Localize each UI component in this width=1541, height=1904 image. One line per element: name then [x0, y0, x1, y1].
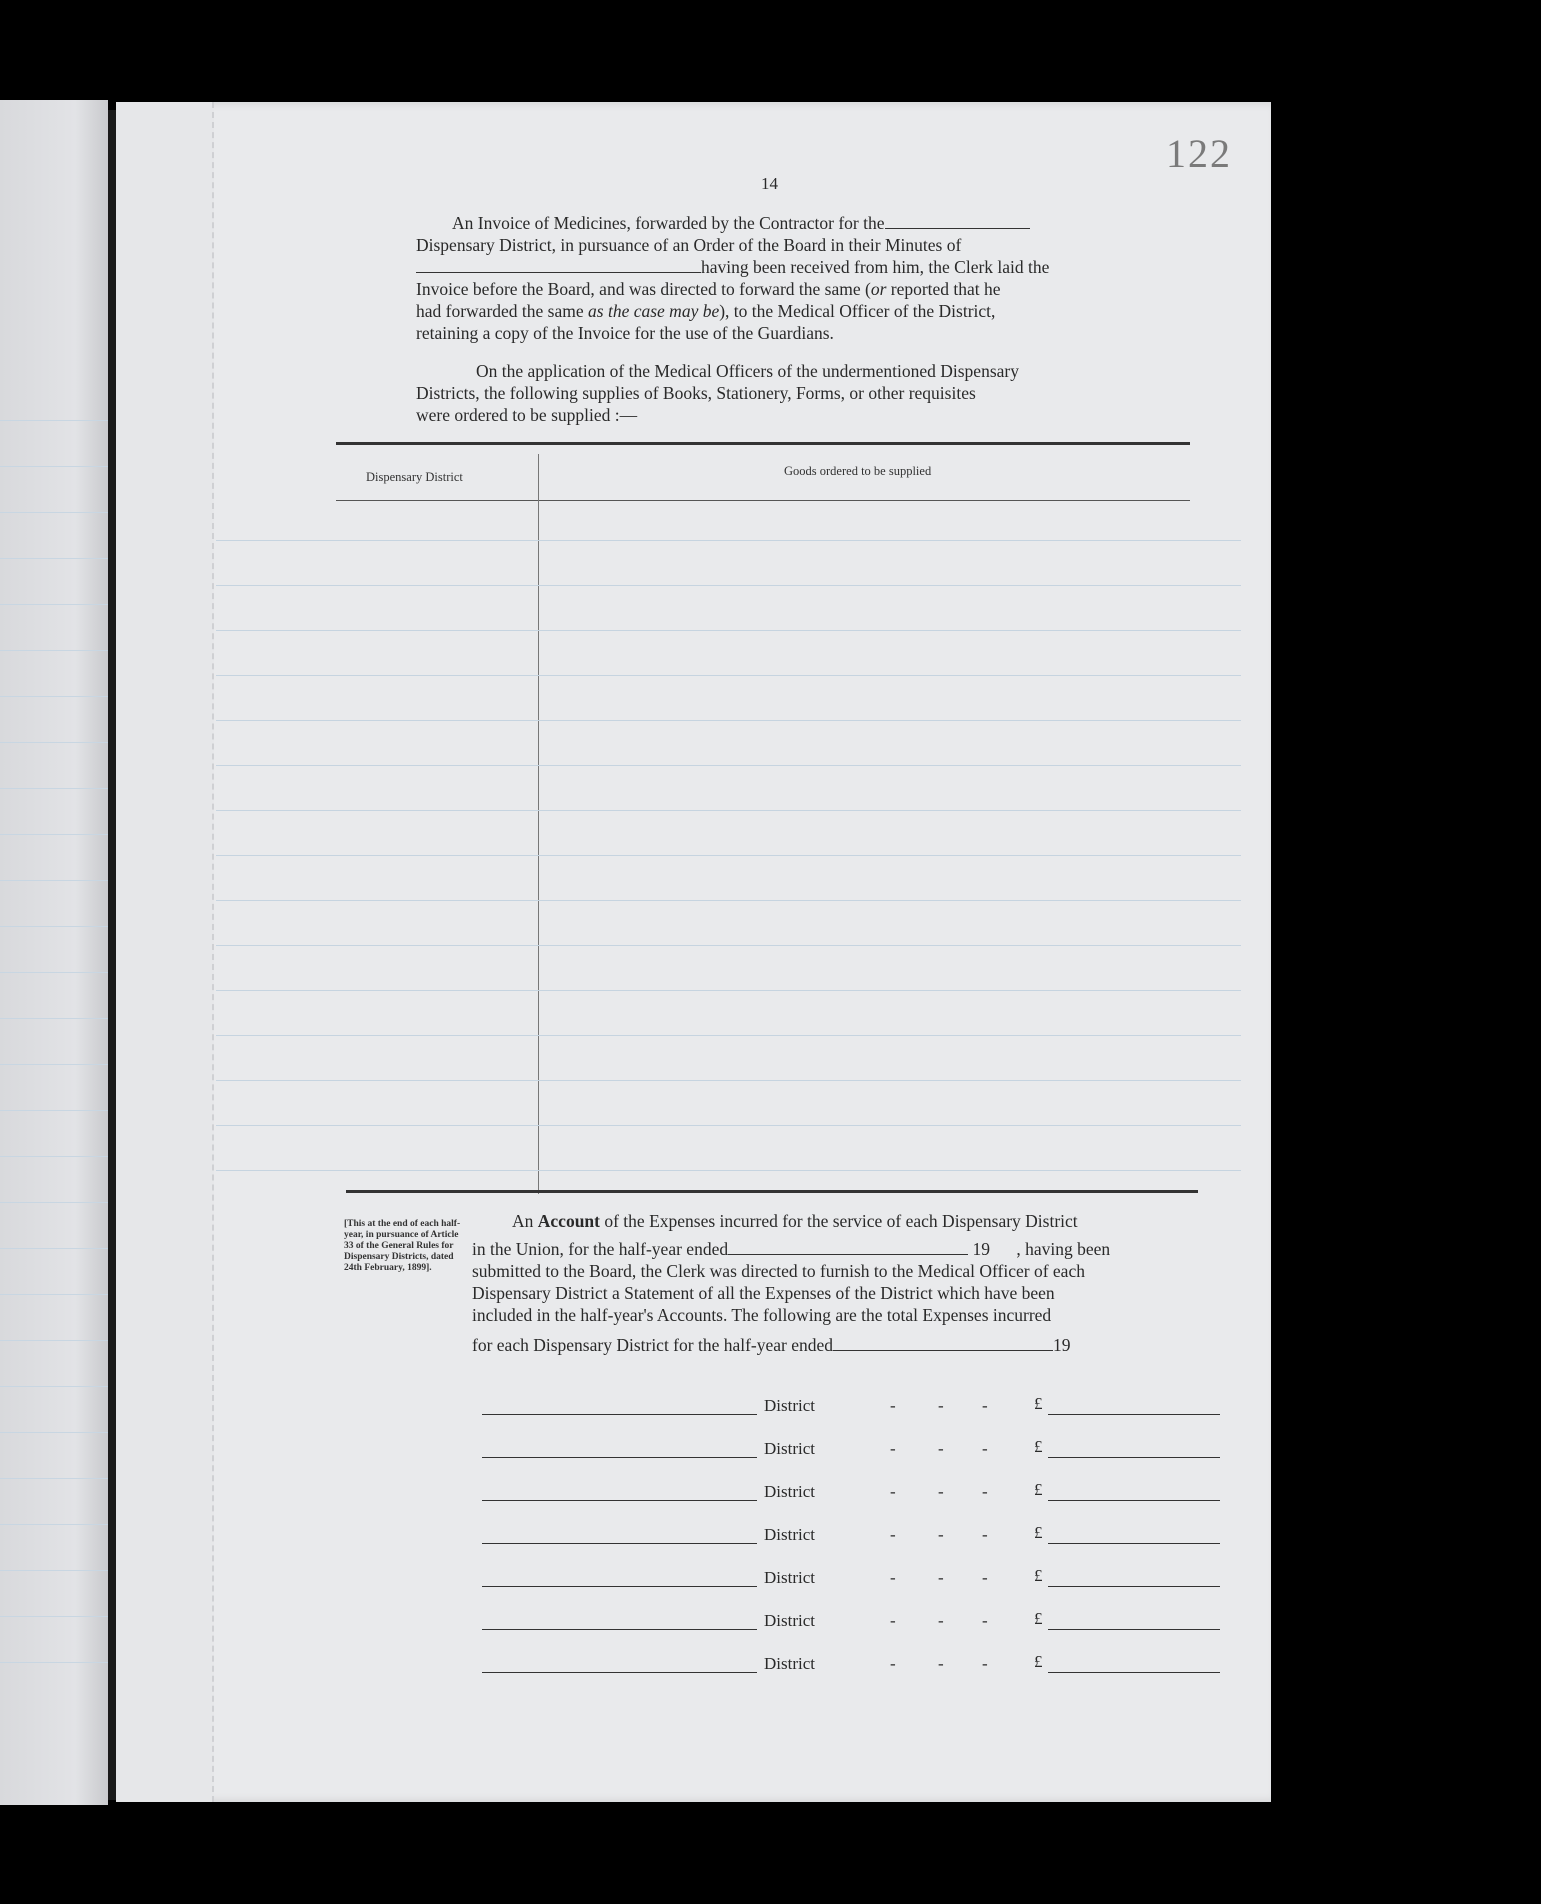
ruled-line — [0, 466, 108, 467]
table-ruled-line — [216, 585, 1241, 586]
ruled-line — [0, 1294, 108, 1295]
invoice-italic-case: as the case may be — [588, 301, 720, 321]
district-name-blank — [482, 1414, 757, 1415]
account-text-1a: An — [512, 1211, 538, 1231]
amount-blank — [1048, 1586, 1220, 1587]
account-paragraph — [472, 1210, 1202, 1356]
leader-dash: - — [890, 1654, 896, 1673]
leader-dash: - — [938, 1439, 944, 1458]
pound-sign: £ — [1034, 1609, 1043, 1628]
ruled-line — [0, 1662, 108, 1663]
contractor-blank — [885, 214, 1030, 229]
district-label: District — [764, 1525, 815, 1544]
ruled-line — [0, 420, 108, 421]
ruled-line — [0, 1156, 108, 1157]
ruled-line — [0, 1110, 108, 1111]
folio-number: 122 — [1166, 131, 1232, 176]
district-name-blank — [482, 1500, 757, 1501]
account-text-2b: , having been — [1016, 1239, 1111, 1259]
amount-blank — [1048, 1457, 1220, 1458]
ruled-line — [0, 1524, 108, 1525]
pound-sign: £ — [1034, 1652, 1043, 1671]
account-line-3: submitted to the Board, the Clerk was directed to furnish to the Medical Officer of each — [472, 1261, 1085, 1281]
ruled-line — [0, 926, 108, 927]
leader-dash: - — [982, 1439, 988, 1458]
leader-dash: - — [982, 1568, 988, 1587]
page-number: 14 — [761, 174, 778, 193]
table-ruled-line — [216, 720, 1241, 721]
leader-dash: - — [890, 1439, 896, 1458]
amount-blank — [1048, 1543, 1220, 1544]
half-year-ended-blank — [833, 1336, 1053, 1351]
ruled-line — [0, 834, 108, 835]
district-row — [482, 1611, 1272, 1635]
amount-blank — [1048, 1500, 1220, 1501]
table-bottom-rule — [346, 1190, 1198, 1193]
col-header-dispensary-district: Dispensary District — [366, 470, 463, 484]
half-year-date-blank — [728, 1240, 968, 1255]
invoice-text-4: Invoice before the Board, and was directed to forward the same ( — [416, 279, 871, 299]
left-facing-page — [0, 100, 108, 1805]
table-ruled-line — [216, 810, 1241, 811]
supplies-line-2: Districts, the following supplies of Books, Stationery, Forms, or other requisites — [416, 383, 976, 403]
district-name-blank — [482, 1629, 757, 1630]
district-row — [482, 1525, 1272, 1549]
account-text-6: for each Dispensary District for the half-year ended — [472, 1335, 834, 1355]
district-label: District — [764, 1439, 815, 1458]
account-year-19-b: 19 — [1053, 1335, 1071, 1355]
invoice-text-4-end: reported that he — [886, 279, 1001, 299]
ruled-line — [0, 1202, 108, 1203]
leader-dash: - — [938, 1611, 944, 1630]
account-line-2 — [472, 1238, 1202, 1260]
pound-sign: £ — [1034, 1437, 1043, 1456]
account-text-1b: of the Expenses incurred for the service of each Dispensary District — [599, 1211, 1078, 1231]
table-ruled-line — [216, 675, 1241, 676]
invoice-text-1: An Invoice of Medicines, forwarded by the Contractor for the — [452, 213, 885, 233]
invoice-line-1 — [416, 212, 1246, 234]
account-text-2a: in the Union, for the half-year ended — [472, 1239, 729, 1259]
leader-dash: - — [938, 1568, 944, 1587]
amount-blank — [1048, 1672, 1220, 1673]
table-ruled-line — [216, 855, 1241, 856]
table-ruled-line — [216, 540, 1241, 541]
ruled-line — [0, 1018, 108, 1019]
ruled-line — [0, 742, 108, 743]
amount-blank — [1048, 1629, 1220, 1630]
invoice-line-6: retaining a copy of the Invoice for the use of the Guardians. — [416, 323, 834, 343]
invoice-text-3: having been received from him, the Clerk laid the — [701, 257, 1050, 277]
ruled-line — [0, 512, 108, 513]
account-line-5: included in the half-year's Accounts. The following are the total Expenses incurred — [472, 1305, 1052, 1325]
account-line-1 — [472, 1210, 1202, 1232]
district-row — [482, 1482, 1272, 1506]
invoice-text-5a: had forwarded the same — [416, 301, 589, 321]
district-row — [482, 1654, 1272, 1678]
ruled-line — [0, 880, 108, 881]
district-name-blank — [482, 1672, 757, 1673]
leader-dash: - — [938, 1396, 944, 1415]
book-gutter — [108, 110, 116, 1800]
table-ruled-line — [216, 1170, 1241, 1171]
table-ruled-line — [216, 630, 1241, 631]
pound-sign: £ — [1034, 1523, 1043, 1542]
invoice-italic-or: or — [870, 279, 887, 299]
table-ruled-line — [216, 1080, 1241, 1081]
invoice-line-3 — [416, 256, 1246, 278]
supplies-line-1: On the application of the Medical Officers of the undermentioned Dispensary — [476, 361, 1019, 381]
leader-dash: - — [890, 1611, 896, 1630]
supplies-paragraph — [416, 360, 1246, 426]
pound-sign: £ — [1034, 1566, 1043, 1585]
district-row — [482, 1439, 1272, 1463]
leader-dash: - — [938, 1654, 944, 1673]
minutes-date-blank — [416, 258, 701, 273]
account-line-4: Dispensary District a Statement of all the Expenses of the District which have been — [472, 1283, 1055, 1303]
leader-dash: - — [938, 1482, 944, 1501]
ledger-page — [116, 102, 1271, 1802]
ruled-line — [0, 1570, 108, 1571]
table-header-rule — [336, 500, 1190, 501]
district-label: District — [764, 1482, 815, 1501]
margin-note: [This at the end of each half-year, in pursuance of Article 33 of the General Rules for Dispensary Districts, dated 24th February, 1899]. — [344, 1219, 461, 1273]
ruled-line — [0, 1248, 108, 1249]
invoice-paragraph — [416, 212, 1246, 344]
invoice-text-5b: ), to the Medical Officer of the District, — [719, 301, 996, 321]
leader-dash: - — [982, 1525, 988, 1544]
col-header-goods-ordered: Goods ordered to be supplied — [784, 464, 932, 478]
supplies-line-3: were ordered to be supplied :— — [416, 405, 638, 425]
ruled-line — [0, 1432, 108, 1433]
table-ruled-line — [216, 990, 1241, 991]
table-ruled-line — [216, 1125, 1241, 1126]
district-name-blank — [482, 1457, 757, 1458]
ruled-line — [0, 650, 108, 651]
ruled-line — [0, 1064, 108, 1065]
table-ruled-line — [216, 900, 1241, 901]
ruled-line — [0, 696, 108, 697]
leader-dash: - — [982, 1482, 988, 1501]
ruled-line — [0, 972, 108, 973]
account-bold-word: Account — [537, 1211, 600, 1231]
ruled-line — [0, 1616, 108, 1617]
district-label: District — [764, 1396, 815, 1415]
table-top-rule — [336, 442, 1190, 445]
account-year-19: 19 — [972, 1239, 990, 1259]
ruled-line — [0, 1340, 108, 1341]
district-name-blank — [482, 1543, 757, 1544]
table-column-divider — [538, 454, 539, 1194]
district-row — [482, 1568, 1272, 1592]
district-label: District — [764, 1654, 815, 1673]
leader-dash: - — [982, 1611, 988, 1630]
invoice-line-4 — [416, 278, 1246, 300]
account-line-6 — [472, 1334, 1202, 1356]
leader-dash: - — [890, 1396, 896, 1415]
ruled-line — [0, 1478, 108, 1479]
leader-dash: - — [890, 1482, 896, 1501]
ruled-line — [0, 1386, 108, 1387]
district-label: District — [764, 1611, 815, 1630]
ruled-line — [0, 788, 108, 789]
leader-dash: - — [938, 1525, 944, 1544]
perforated-stub — [116, 102, 214, 1802]
leader-dash: - — [982, 1396, 988, 1415]
table-ruled-line — [216, 945, 1241, 946]
district-name-blank — [482, 1586, 757, 1587]
amount-blank — [1048, 1414, 1220, 1415]
leader-dash: - — [890, 1568, 896, 1587]
ruled-line — [0, 558, 108, 559]
invoice-line-5 — [416, 300, 1246, 322]
table-ruled-line — [216, 1035, 1241, 1036]
ruled-line — [0, 604, 108, 605]
invoice-line-2: Dispensary District, in pursuance of an Order of the Board in their Minutes of — [416, 235, 962, 255]
district-label: District — [764, 1568, 815, 1587]
leader-dash: - — [890, 1525, 896, 1544]
table-ruled-line — [216, 765, 1241, 766]
pound-sign: £ — [1034, 1394, 1043, 1413]
district-row — [482, 1396, 1272, 1420]
leader-dash: - — [982, 1654, 988, 1673]
pound-sign: £ — [1034, 1480, 1043, 1499]
